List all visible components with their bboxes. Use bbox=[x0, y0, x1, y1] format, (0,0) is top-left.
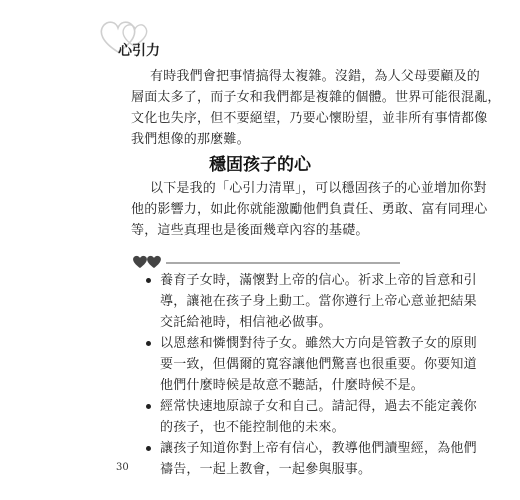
list-item bbox=[146, 396, 477, 438]
page-number: 30 bbox=[116, 462, 129, 473]
text-line: 文化也失序，但不要絕望，乃要心懷盼望，並非所有事情都像 bbox=[131, 111, 488, 126]
header-title: 心引力 bbox=[118, 43, 160, 59]
text-line: 要一致，但偶爾的寬容讓他們驚喜也很重要。你要知道 bbox=[160, 357, 477, 372]
text-line: 以恩慈和憐憫對待子女。雖然大方向是管教子女的原則 bbox=[160, 336, 477, 351]
text-line: 等，這些真理也是後面幾章內容的基礎。 bbox=[131, 223, 369, 238]
list-item bbox=[146, 270, 477, 333]
text-line: 的孩子，也不能控制他的未來。 bbox=[160, 420, 345, 435]
bullet-dot bbox=[146, 278, 151, 283]
text-line: 有時我們會把事情搞得太複雜。沒錯，為人父母要顧及的 bbox=[150, 69, 481, 84]
text-line: 以下是我的「心引力清單」，可以穩固孩子的心並增加你對 bbox=[150, 181, 487, 196]
text-line: 他的影響力，如此你就能激勵他們負責任、勇敢、富有同理心 bbox=[131, 202, 488, 217]
text-line: 讓孩子知道你對上帝有信心，教導他們讀聖經，為他們 bbox=[160, 441, 477, 456]
running-header bbox=[96, 16, 216, 64]
text-line: 他們什麼時候是故意不聽話，什麼時候不是。 bbox=[160, 378, 425, 393]
bullet-dot bbox=[146, 404, 151, 409]
intro-paragraph bbox=[131, 66, 501, 150]
text-line: 禱告，一起上教會，一起參與服事。 bbox=[160, 462, 372, 477]
text-line: 我們想像的那麼難。 bbox=[131, 132, 250, 147]
list-item bbox=[146, 438, 477, 480]
text-line: 交託給祂時，相信祂必做事。 bbox=[160, 315, 332, 330]
section-title: 穩固孩子的心 bbox=[209, 155, 311, 175]
heart-pair-icon bbox=[132, 254, 400, 270]
bullet-dot bbox=[146, 341, 151, 346]
text-line: 層面太多了，而子女和我們都是複雜的個體。世界可能很混亂， bbox=[131, 90, 501, 105]
bullet-list bbox=[146, 270, 477, 480]
divider bbox=[132, 254, 400, 270]
section-paragraph bbox=[131, 178, 488, 241]
text-line: 養育子女時，滿懷對上帝的信心。祈求上帝的旨意和引 bbox=[160, 273, 477, 288]
list-item bbox=[146, 333, 477, 396]
bullet-dot bbox=[146, 446, 151, 451]
text-line: 導，讓祂在孩子身上動工。當你遵行上帝心意並把結果 bbox=[160, 294, 477, 309]
text-line: 經常快速地原諒子女和自己。請記得，過去不能定義你 bbox=[160, 399, 477, 414]
